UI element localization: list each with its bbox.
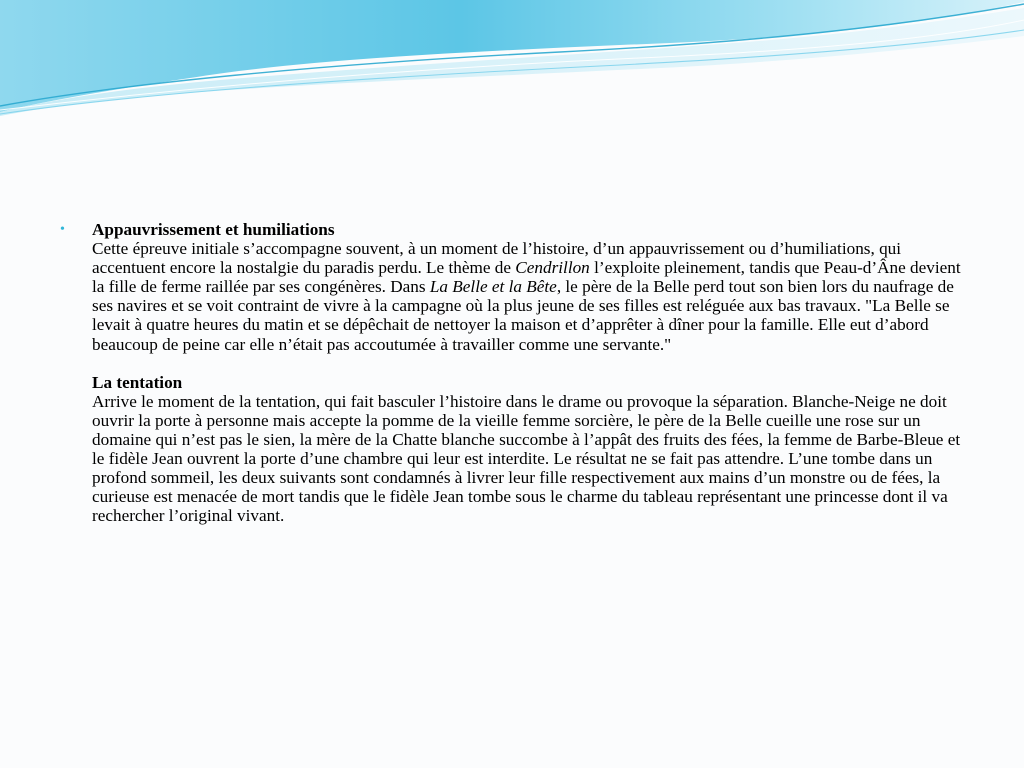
wave-decoration [0,0,1024,130]
section-body-appauvrissement [92,239,965,354]
body-text: , le père de la Belle perd tout son bien lors du naufrage de ses navires et se voit contraint de vivre à la campagne où la plus jeune de ses filles est reléguée aux bas travaux. "La Belle se levait à quatre heures du matin et se dépêchait de nettoyer la maison et d’apprêter à dîner pour la famille. Elle eut d’abord beaucoup de peine car elle n’était pas accoutumée à travailler comme une servante." [92,277,954,354]
section-body-tentation: Arrive le moment de la tentation, qui fait basculer l’histoire dans le drame ou provoque la séparation. Blanche-Neige ne doit ouvrir la porte à personne mais accepte la pomme de la vieille femme sorcière, le père de la Belle cueille une rose sur un domaine qui n’est pas le sien, la mère de la Chatte blanche succombe à l’appât des fruits des fées, la femme de Barbe-Bleue et le fidèle Jean ouvrent la porte d’une chambre qui leur est interdite. Le résultat ne se fait pas attendre. L’une tombe dans un profond sommeil, les deux suivants sont condamnés à livrer leur fille respectivement aux mains d’un monstre ou de fées, la curieuse est menacée de mort tandis que le fidèle Jean tombe sous le charme du tableau représentant une princesse dont il va rechercher l’original vivant. [92,391,961,526]
title-la-belle-et-la-bete: La Belle et la Bête [429,277,557,297]
title-cendrillon: Cendrillon [515,258,590,278]
body-text: l’exploite pleinement, tandis que Peau-d’Âne devient la fille de ferme raillée par ses congénères. Dans [92,258,961,297]
paragraph-gap [92,354,965,373]
section-heading-appauvrissement: Appauvrissement et humiliations [92,220,335,239]
body-text: Cette épreuve initiale s’accompagne souvent, à un moment de l’histoire, d’un appauvrissement ou d’humiliations, qui accentuent encore la nostalgie du paradis perdu. Le thème de [92,239,902,278]
bullet-marker: • [60,222,65,237]
slide-content [60,220,965,525]
section-heading-tentation: La tentation [92,372,183,392]
bullet-text [92,220,965,525]
bullet-item [60,220,965,525]
